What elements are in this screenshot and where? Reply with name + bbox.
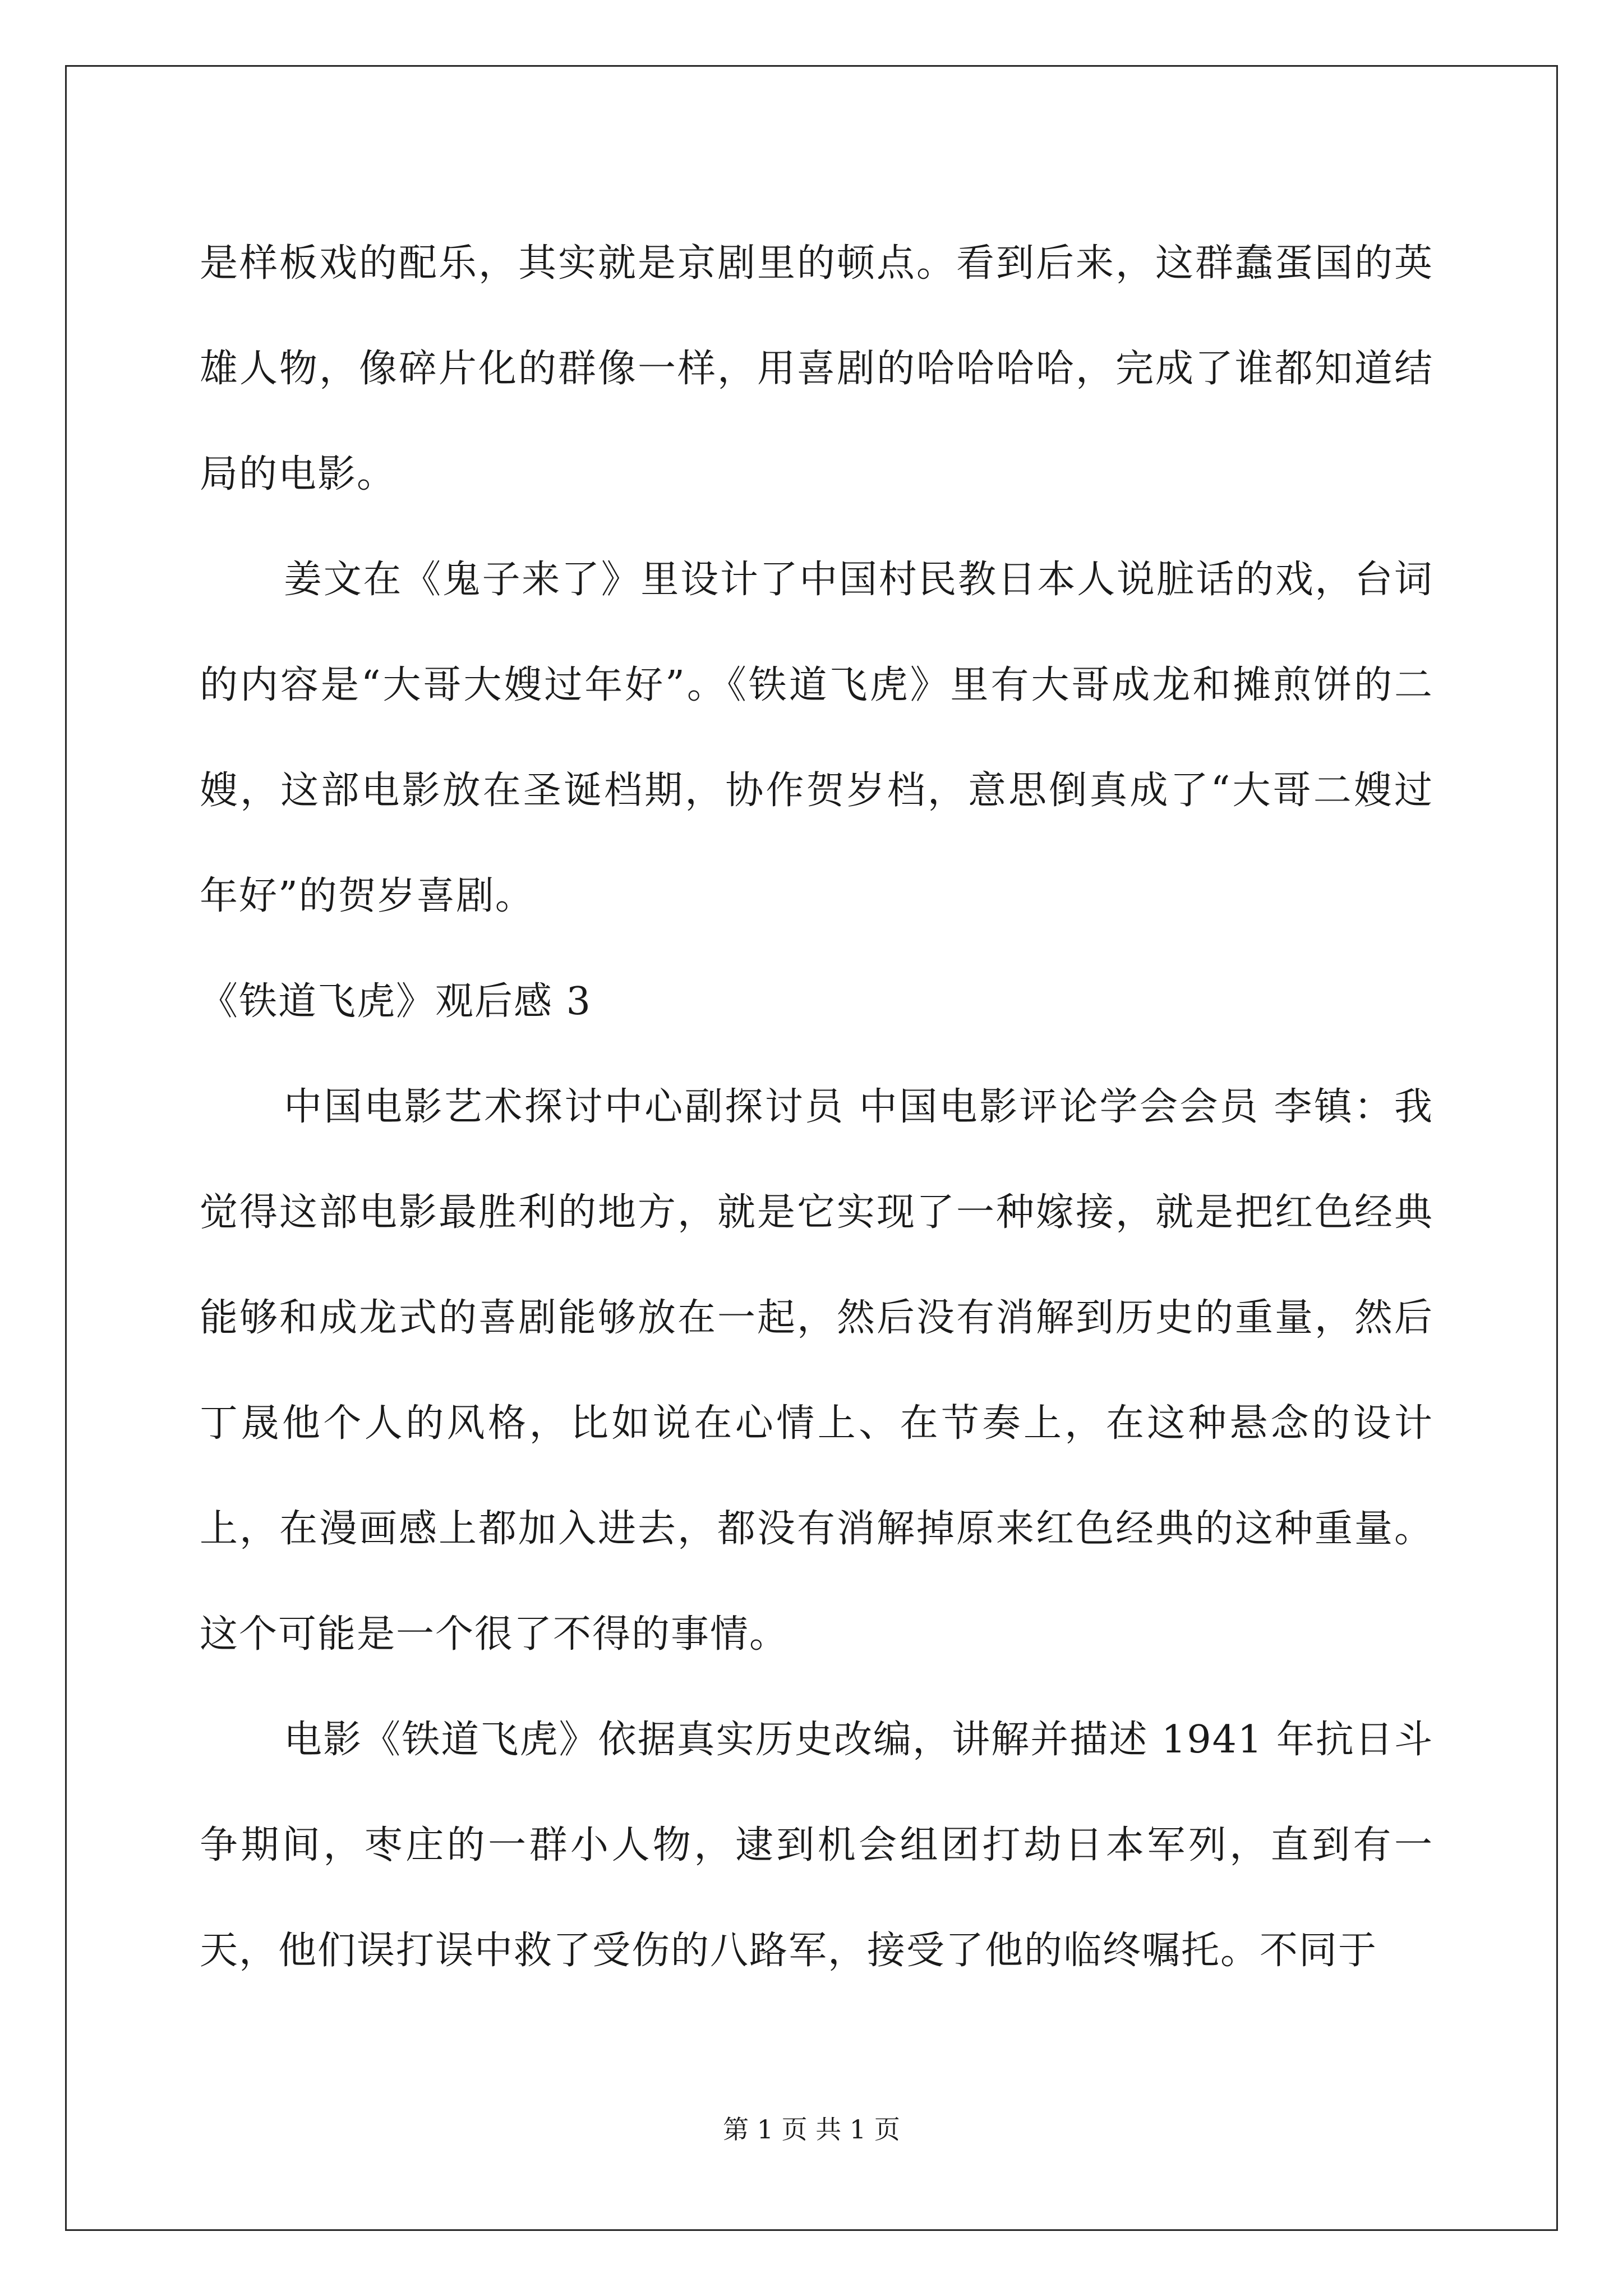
paragraph-film-synopsis: 电影《铁道飞虎》依据真实历史改编，讲解并描述 1941 年抗日斗争期间，枣庄的一群小人物，逮到机会组团打劫日本军列，直到有一天，他们误打误中救了受伤的八路军，接受了他的临终嘱托。不同于 — [200, 1718, 1433, 1973]
page-footer: 第 1 页 共 1 页 — [723, 2114, 900, 2145]
section-heading: 《铁道飞虎》观后感 3 — [200, 979, 592, 1024]
paragraph-li-zhen: 中国电影艺术探讨中心副探讨员 中国电影评论学会会员 李镇：我觉得这部电影最胜利的地方，就是它实现了一种嫁接，就是把红色经典能够和成龙式的喜剧能够放在一起，然后没有消解到历史的重量，然后丁晟他个人的风格，比如说在心情上、在节奏上，在这种悬念的设计上，在漫画感上都加入进去，都没有消解掉原来红色经典的这种重量。这个可能是一个很了不得的事情。 — [200, 1085, 1433, 1657]
paragraph-continuation: 是样板戏的配乐，其实就是京剧里的顿点。看到后来，这群蠢蛋国的英雄人物，像碎片化的群像一样，用喜剧的哈哈哈哈，完成了谁都知道结局的电影。 — [200, 241, 1433, 496]
paragraph-jiang-wen: 姜文在《鬼子来了》里设计了中国村民教日本人说脏话的戏，台词的内容是“大哥大嫂过年好”。《铁道飞虎》里有大哥成龙和摊煎饼的二嫂，这部电影放在圣诞档期，协作贺岁档，意思倒真成了“大哥二嫂过年好”的贺岁喜剧。 — [200, 558, 1433, 918]
document-body — [200, 211, 1433, 2004]
